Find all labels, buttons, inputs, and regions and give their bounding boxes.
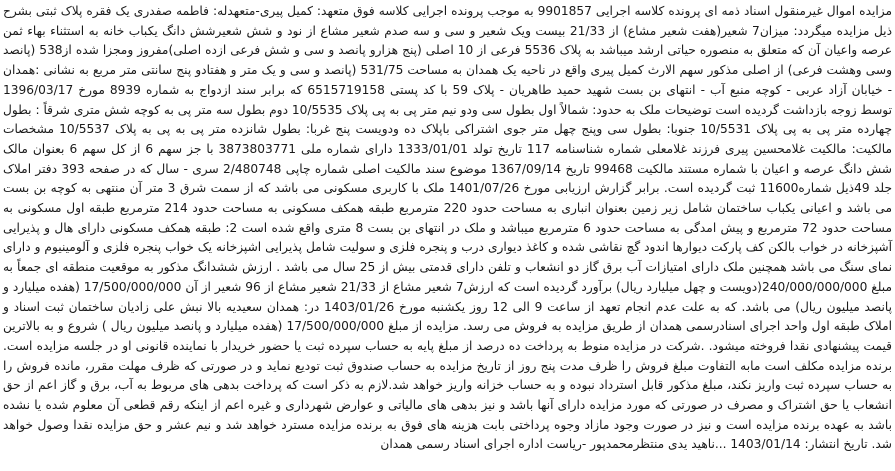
auction-notice-text: مزایده اموال غیرمنقول اسناد ذمه ای پرونده کلاسه اجرایی 9901857 به موجب پرونده اجرایی کلاسه فوق متعهد: کمیل پیری-متعهدله: فاطمه صفدری یک فقره پلاک ثبتی بشرح ذیل مزایده میگردد: میزان7 شعیر(هفت شعیر مشاع) از 21/33 بیست ویک شعیر و سی و سه صدم شعیر مشاع از نود و شش شعیرشش دانگ یکباب خانه به استثناء بهاء ثمن عرصه واعیان آن که متعلق به منصوره حیاتی ارشد میباشد به پلاک 5536 فرعی از 10 اصلی (پنج هزارو پانصد و سی و شش فرعی ازده اصلی)مفروز ومجزا شده از538 (پانصد وسی وهشت فرعی) از اصلی مذکور سهم الارث کمیل پیری واقع در ناحیه یک همدان به مساحت 531/75 (پانصد و سی و یک متر و هفتادو پنج سانتی متر مربع به نشانی :همدان - خیابان آزاد عربی - کوچه منبع آب - انتهای بن بست شهید حمید طاهریان - پلاک 59 با کد پستی 6515719158 که برابر سند ازدواج به شماره 8939 مورخ 1396/03/17 توسط زوجه بازداشت گردیده است توضیحات ملک به حدود: شمالاً اول بطول سی ودو نیم متر پی به پی پلاک 10/5535 دوم بطول سه متر پی به کوچه شش متری شرقاً : بطول چهارده متر پی به پی پلاک 10/5531 جنوبا: بطول سی وپنج چهل متر جوی اشتراکی باپلاک ده ودویست پنج غربا: بطول شانزده متر پی به پی به پلاک 10/5537 مشخصات مالکیت: مالکیت غلامحسین پیری فرزند غلامعلی شماره شناسنامه 117 تاریخ تولد 1333/01/01 دارای شماره ملی 3873803771 با جز سهم 6 از کل سهم 6 بعنوان مالک شش دانگ عرصه و اعیان با شماره مستند مالکیت 99468 تاریخ 1367/09/14 موضوع سند مالکیت اصلی شماره چاپی 2/480748 سری - سال که در صفحه 393 دفتر املاک جلد 49ذیل شماره11600 ثبت گردیده است. برابر گزارش ارزیابی مورخ 1401/07/26 ملک با کاربری مسکونی می باشد که از سمت شرق 3 متر آن منتهی به کوچه بن بست می باشد و اعیانی یکباب ساختمان شامل زیر زمین بعنوان انباری به مساحت حدود 220 مترمربع طبقه همکف مسکونی به مساحت حدود 214 مترمربع طبقه اول مسکونی به مساحت حدود 72 مترمربع و پیش امدگی به مساحت حدود 6 مترمربع میباشد و ملک در انتهای بن بست 8 متری واقع شده است 2: طبقه همکف مسکونی دارای هال و پذیرایی آشپزخانه در خواب بالکن کف پارکت دیوارها اندود گچ نقاشی شده و کاغذ دیواری درب و پنجره فلزی و سولیت شامل پذیرایی اشپزخانه یک خواب پنجره فلزی و آلومینیوم و دارای نمای سنگ می باشد همچنین ملک دارای امتیازات آب برق گاز دو انشعاب و تلفن دارای قدمتی بیش از 25 سال می باشد . ارزش ششدانگ مذکور به موقعیت منطقه ای جمعاً به مبلغ 240/000/000/000(دویست و چهل میلیارد ریال) برآورد گردیده است که ارزش7 شعیر مشاع از 21/33 شعیر مشاع از 96 شعیر از آن 17/500/000/000 (هفده میلیارد و پانصد میلیون ریال) می باشد. که به علت عدم انجام تعهد از ساعت 9 الی 12 روز یکشنبه مورخ 1403/01/26 در: همدان سعیدیه بالا نبش علی زادیان ساختمان ثبت اسناد و املاک طبقه اول واحد اجرای اسنادرسمی همدان از طریق مزایده به فروش می رسد. مزایده از مبلغ 17/500/000/000 (هفده میلیارد و پانصد میلیون ریال ) شروع و به بالاترین قیمت پیشنهادی نقدا فروخته میشود. .شرکت در مزایده منوط به پرداخت ده درصد از مبلغ پایه به حساب سپرده ثبت یا حضور خریدار با نماینده قانونی او در جلسه مزایده است. برنده مزایده مکلف است مابه التفاوت مبلغ فروش را ظرف مدت پنج روز از تاریخ مزایده به حساب صندوق ثبت تودیع نماید و در صورتی که ظرف مهلت مقرر، مانده فروش را به حساب سپرده ثبت واریز نکند، مبلغ مذکور قابل استرداد نبوده و به حساب خزانه واریز خواهد شد.لازم به ذکر است که پرداخت بدهی های مربوط به آب، برق و گاز اعم از حق انشعاب یا حق اشتراک و مصرف در صورتی که مورد مزایده دارای آنها باشد و نیز بدهی های مالیاتی و عوارض شهرداری و غیره اعم از اینکه رقم قطعی آن معلوم شده یا نشده باشد به عهده برنده مزایده است و نیز در صورت وجود مازاد وجوه پرداختی بابت هزینه های فوق به برنده مزایده مسترد خواهد شد و نیم عشر و حق مزایده نقدا وصول خواهد شد. تاریخ انتشار: 1403/01/14 ...ناهید یدی منتظرمحمدپور -ریاست اداره اجرای اسناد رسمی همدان — [3, 4, 893, 452]
